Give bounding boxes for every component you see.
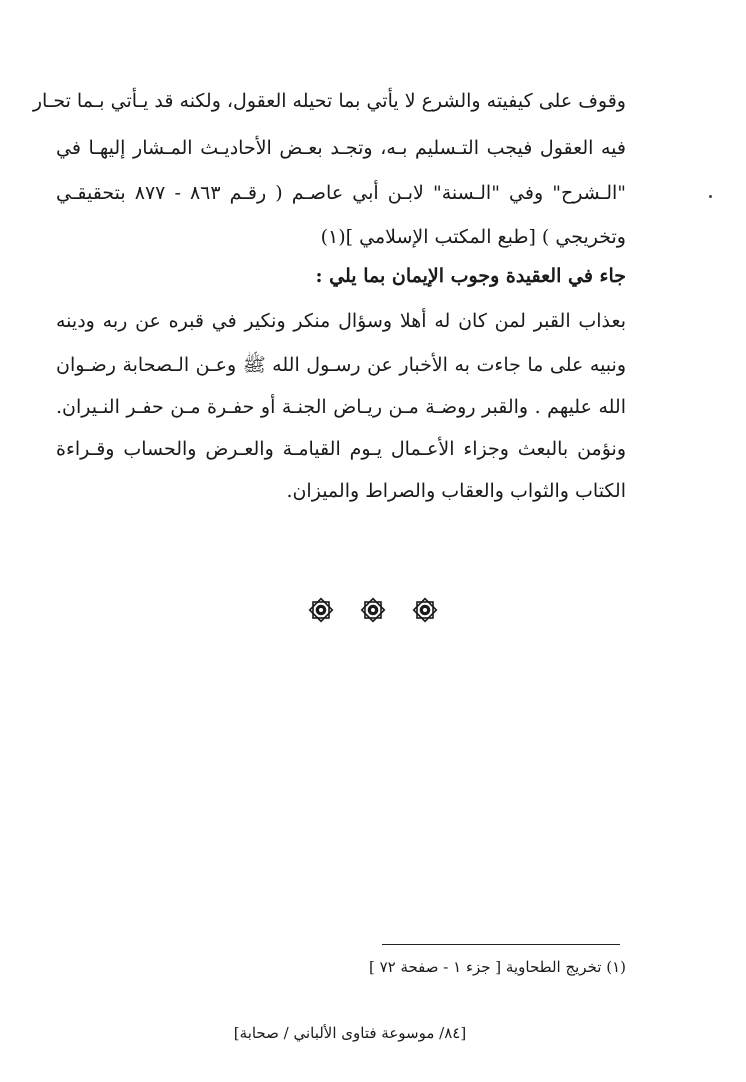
margin-dot: [709, 195, 712, 198]
body-line-9: الكتاب والثواب والعقاب والصراط والميزان.: [286, 480, 626, 502]
body-line-8: ونؤمن بالبعث وجزاء الأعـمال يـوم القيامـة والعـرض والحساب وقـراءة: [56, 438, 626, 460]
body-line-4: وتخريجي ) [طبع المكتب الإسلامي ](١): [320, 226, 626, 248]
body-line-7: الله عليهم . والقبر روضـة مـن ريـاض الجنـة أو حفـرة مـن حفـر النـيران.: [56, 396, 626, 418]
body-line-3: "الـشرح" وفي "الـسنة" لابـن أبي عاصـم ( رقـم ٨٦٣ - ٨٧٧ بتحقيقـي: [56, 182, 627, 204]
footnote-separator: [382, 944, 620, 945]
star-ornament-icon: [307, 596, 335, 624]
star-ornament-icon: [411, 596, 439, 624]
body-line-2: فيه العقول فيجب التـسليم بـه، وتجـد بعـض الأحاديـث المـشار إليهـا في: [56, 137, 626, 159]
star-ornament-icon: [359, 596, 387, 624]
body-line-5: بعذاب القبر لمن كان له أهلا وسؤال منكر ونكير في قبره عن ربه ودينه: [56, 310, 626, 332]
body-line-1: وقوف على كيفيته والشرع لا يأتي بما تحيله العقول، ولكنه قد يـأتي بـما تحـار: [32, 90, 626, 112]
body-line-6: ونبيه على ما جاءت به الأخبار عن رسـول الله ﷺ وعـن الـصحابة رضـوان: [56, 354, 626, 376]
section-divider-ornaments: [0, 596, 746, 626]
section-heading: جاء في العقيدة وجوب الإيمان بما يلي :: [315, 265, 626, 287]
page-footer: [٨٤/ موسوعة فتاوى الألباني / صحابة]: [233, 1024, 467, 1042]
footnote: (١) تخريج الطحاوية [ جزء ١ - صفحة ٧٢ ]: [368, 958, 626, 976]
